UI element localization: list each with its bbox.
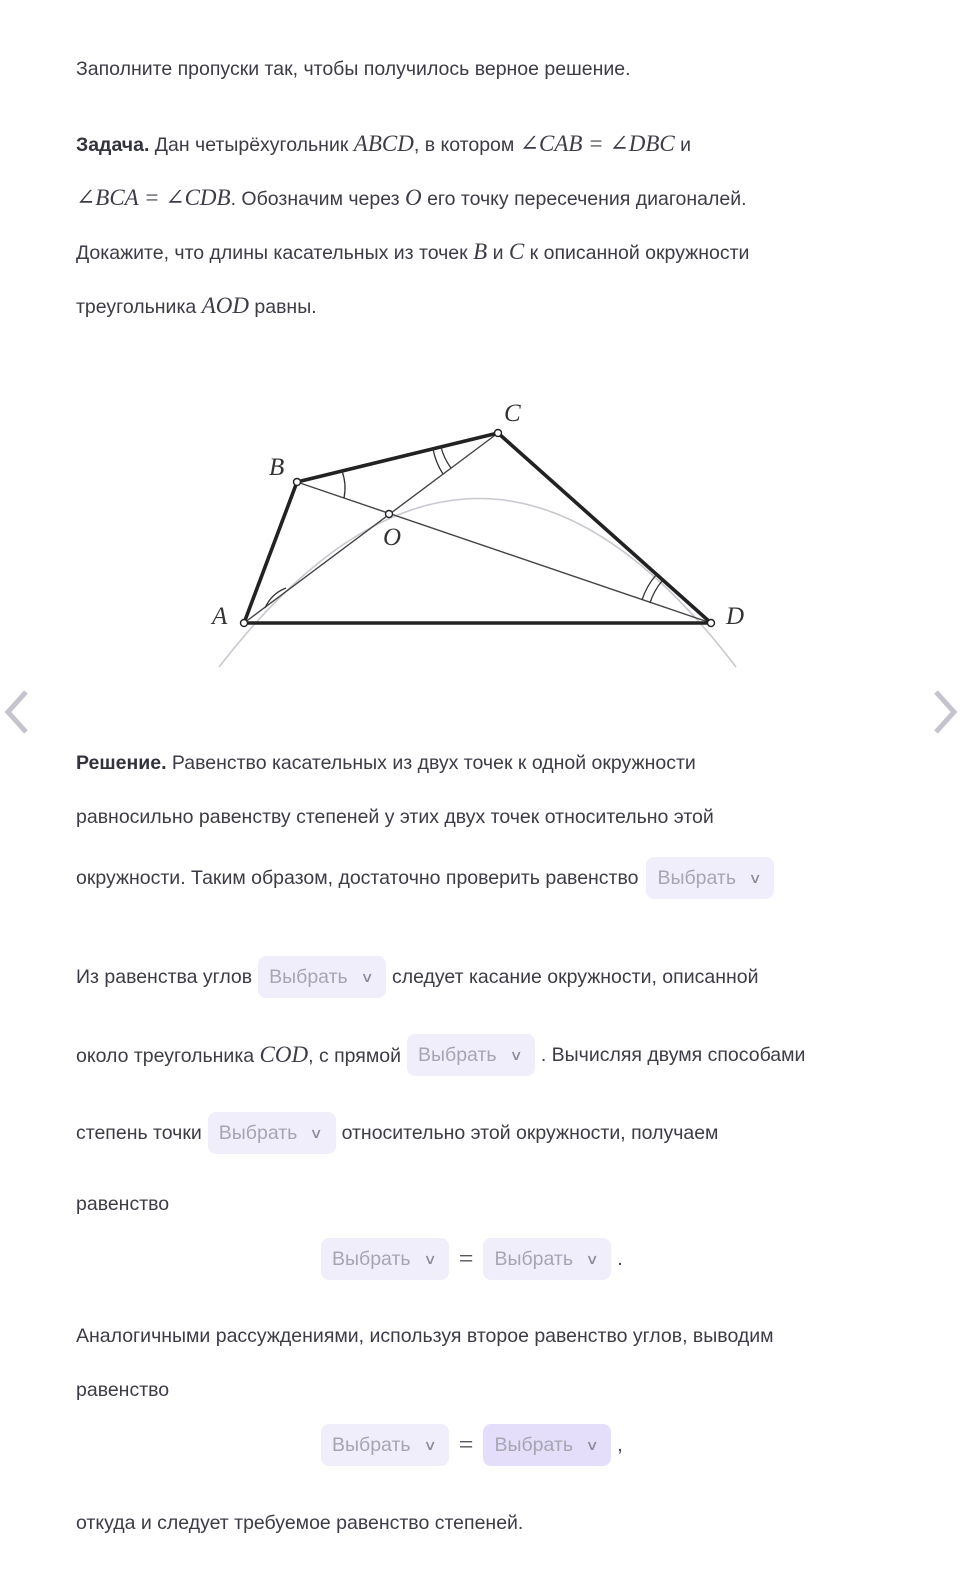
dropdown-tangent-line[interactable]: Выбрать ∨	[407, 1034, 535, 1076]
equation-row-1: Выбрать ∨ = Выбрать ∨ .	[321, 1238, 623, 1280]
dropdown-eq2-right[interactable]: Выбрать ∨	[483, 1424, 611, 1466]
dropdown-eq1-right[interactable]: Выбрать ∨	[483, 1238, 611, 1280]
label-a: A	[212, 603, 228, 630]
solution-line-7: равенство	[76, 1193, 170, 1215]
label-b: B	[269, 454, 285, 481]
solution-label: Решение.	[76, 752, 167, 774]
point-d	[708, 620, 715, 627]
solution-line-3: окружности. Таким образом, достаточно проверить равенство Выбрать ∨	[76, 857, 774, 899]
side-bc	[297, 433, 498, 482]
chevron-down-icon: ∨	[423, 1250, 437, 1267]
task-label: Задача.	[76, 134, 150, 156]
dropdown-eq1-left[interactable]: Выбрать ∨	[321, 1238, 449, 1280]
equation-row-2: Выбрать ∨ = Выбрать ∨ ,	[321, 1424, 623, 1466]
solution-line-5: около треугольника COD, с прямой Выбрать ∨ . Вычисляя двумя способами	[76, 1034, 805, 1076]
angle-mark-d-2	[650, 581, 662, 603]
label-o: O	[383, 524, 402, 551]
solution-line-1: Решение. Равенство касательных из двух точек к одной окружности	[76, 752, 696, 774]
dropdown-power-equality[interactable]: Выбрать ∨	[646, 857, 774, 899]
task-line-3: Докажите, что длины касательных из точек B и C к описанной окружности	[76, 239, 750, 264]
instruction-text: Заполните пропуски так, чтобы получилось верное решение.	[76, 58, 631, 80]
angle-eq-2: ∠BCA = ∠CDB	[76, 185, 231, 210]
angle-mark-b	[342, 471, 345, 498]
next-arrow-icon[interactable]	[930, 688, 960, 736]
side-cd	[498, 433, 711, 623]
solution-line-2: равносильно равенству степеней у этих двух точек относительно этой	[76, 806, 714, 828]
point-b	[294, 479, 301, 486]
dropdown-point[interactable]: Выбрать ∨	[208, 1112, 336, 1154]
label-d: D	[726, 603, 745, 630]
chevron-down-icon: ∨	[585, 1436, 599, 1453]
angle-mark-c-2	[441, 447, 451, 468]
solution-line-9: равенство	[76, 1379, 170, 1401]
equals-sign: =	[458, 1244, 474, 1273]
angle-mark-d-1	[642, 575, 656, 600]
quad-name: ABCD	[353, 131, 414, 156]
chevron-down-icon: ∨	[509, 1047, 523, 1063]
prev-arrow-icon[interactable]	[2, 688, 32, 736]
chevron-down-icon: ∨	[585, 1250, 599, 1267]
angle-mark-c-1	[433, 449, 443, 474]
chevron-down-icon: ∨	[423, 1436, 437, 1453]
solution-line-4: Из равенства углов Выбрать ∨ следует касание окружности, описанной	[76, 956, 758, 998]
dropdown-eq2-left[interactable]: Выбрать ∨	[321, 1424, 449, 1466]
task-line-2: ∠BCA = ∠CDB. Обозначим через O его точку пересечения диагоналей.	[76, 185, 747, 210]
point-a	[241, 620, 248, 627]
task-line-4: треугольника AOD равны.	[76, 293, 317, 318]
side-ab	[244, 482, 297, 623]
chevron-down-icon: ∨	[360, 969, 374, 985]
solution-conclusion: откуда и следует требуемое равенство степеней.	[76, 1512, 524, 1534]
circumcircle-arc	[219, 499, 736, 668]
solution-line-8: Аналогичными рассуждениями, используя второе равенство углов, выводим	[76, 1325, 774, 1347]
equals-sign: =	[458, 1430, 474, 1459]
chevron-down-icon: ∨	[748, 870, 762, 886]
diagonal-bd	[297, 482, 711, 623]
point-c	[495, 430, 502, 437]
dropdown-angles-equality[interactable]: Выбрать ∨	[258, 956, 386, 998]
geometry-figure	[0, 0, 972, 700]
label-c: C	[504, 400, 521, 427]
point-o	[386, 511, 393, 518]
solution-line-6: степень точки Выбрать ∨ относительно этой окружности, получаем	[76, 1112, 718, 1154]
chevron-down-icon: ∨	[309, 1125, 324, 1141]
task-line-1: Задача. Дан четырёхугольник ABCD, в котором ∠CAB = ∠DBC и	[76, 131, 692, 156]
angle-eq-1: ∠CAB = ∠DBC	[519, 131, 675, 156]
